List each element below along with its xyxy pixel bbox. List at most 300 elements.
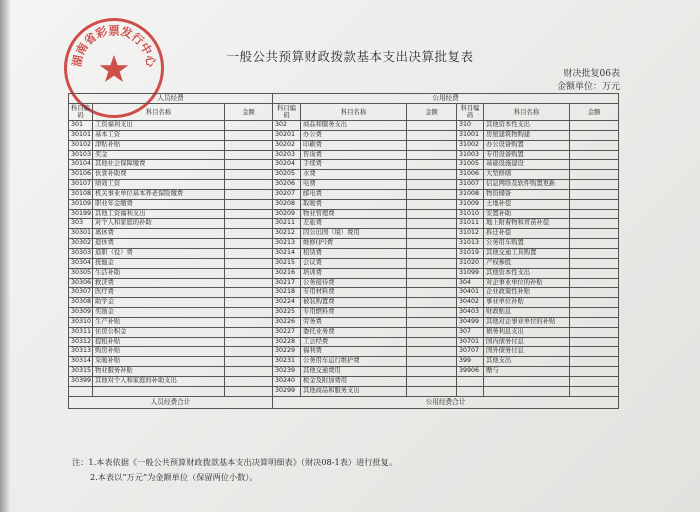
item-name: 水费 [301,170,407,180]
item-name: 奖金 [93,150,225,160]
table-row [69,357,619,367]
item-name: 其他资本性支出 [484,121,570,131]
item-name: 其他工资福利支出 [93,209,225,219]
item-code: 31001 [457,130,484,140]
item-name [484,376,570,386]
item-amount [570,140,619,150]
item-amount [407,239,457,249]
item-name: 专用设备购置 [484,150,570,160]
item-code: 30106 [69,170,93,180]
table-row [69,219,619,229]
item-name: 差旅费 [301,219,407,229]
item-amount [570,317,619,327]
item-name: 商品和服务支出 [301,121,407,131]
item-name: 因公出国（境）费用 [301,229,407,239]
note-1: 注：1.本表依据《一般公共预算财政拨款基本支出决算明细表》（财决08-1表）进行批复。 [72,457,398,467]
item-code: 31002 [457,140,484,150]
item-amount [407,278,457,288]
item-amount [225,140,273,150]
item-code: 30312 [69,337,93,347]
item-amount [570,298,619,308]
item-amount [225,298,273,308]
item-code: 30202 [273,140,301,150]
item-amount [570,170,619,180]
svg-text:湖南省彩票发行中心: 湖南省彩票发行中心 [69,23,159,68]
total-row [69,396,619,408]
table-row [69,180,619,190]
item-name: 工会经费 [301,337,407,347]
item-name: 办公设备购置 [484,140,570,150]
item-name: 租赁费 [301,248,407,258]
item-name: 职业年金缴费 [93,199,225,209]
item-code: 304 [457,278,484,288]
item-amount [407,130,457,140]
item-code: 30399 [69,376,93,386]
item-amount [570,209,619,219]
notes [72,455,397,485]
item-code [457,386,484,396]
item-amount [570,248,619,258]
item-amount [225,347,273,357]
item-amount [570,229,619,239]
table-row [69,327,619,337]
item-code: 30299 [273,386,301,396]
item-name [484,386,570,396]
item-name: 抚恤金 [93,258,225,268]
table-row [69,386,619,396]
note-2: 2.本表以“万元”为金额单位（保留两位小数）。 [90,472,258,482]
table-row [69,367,619,377]
item-code: 310 [457,121,484,131]
item-amount [407,121,457,131]
item-name: 产权参股 [484,258,570,268]
item-code: 31099 [457,268,484,278]
item-name: 基础设施建设 [484,160,570,170]
item-code: 30107 [69,180,93,190]
item-name: 维修(护)费 [301,239,407,249]
item-name: 债务利息支出 [484,327,570,337]
col-code: 科目编码 [273,104,301,121]
table-row [69,268,619,278]
item-code: 30303 [69,248,93,258]
item-code: 30224 [273,298,301,308]
item-name: 物资储备 [484,189,570,199]
item-amount [570,219,619,229]
item-amount [407,357,457,367]
item-amount [570,199,619,209]
item-name: 绩效工资 [93,180,225,190]
item-name: 国内债务付息 [484,337,570,347]
item-amount [407,140,457,150]
item-name: 伙食补助费 [93,170,225,180]
item-name: 其他交通工具购置 [484,248,570,258]
item-amount [225,367,273,377]
item-code: 30239 [273,367,301,377]
item-code: 30208 [273,199,301,209]
item-amount [570,376,619,386]
item-code: 399 [457,357,484,367]
item-name: 印刷费 [301,140,407,150]
item-name: 奖励金 [93,308,225,318]
item-name: 住房公积金 [93,327,225,337]
item-amount [570,130,619,140]
item-amount [570,121,619,131]
item-code: 30217 [273,278,301,288]
item-name: 生活补助 [93,268,225,278]
item-name: 提租补贴 [93,337,225,347]
table-row [69,376,619,386]
item-name: 福利费 [301,347,407,357]
item-code: 30499 [457,317,484,327]
item-code: 307 [457,327,484,337]
item-name: 财政贴息 [484,308,570,318]
item-code: 31009 [457,199,484,209]
item-code: 31011 [457,219,484,229]
item-code: 30227 [273,327,301,337]
table-row [69,189,619,199]
personnel-group-header: 人员经费 [69,94,273,104]
item-amount [225,189,273,199]
item-code: 30309 [69,308,93,318]
item-code: 30108 [69,189,93,199]
item-amount [225,308,273,318]
item-code: 30104 [69,160,93,170]
item-name: 公务用车运行维护费 [301,357,407,367]
group-header-row [69,94,619,104]
table-row [69,130,619,140]
item-name: 邮电费 [301,189,407,199]
item-amount [407,376,457,386]
item-amount [407,347,457,357]
item-amount [407,170,457,180]
item-name: 专用燃料费 [301,308,407,318]
item-code: 30226 [273,317,301,327]
item-amount [407,367,457,377]
item-name: 地上附着物和青苗补偿 [484,219,570,229]
item-code: 30311 [69,327,93,337]
item-name: 土地补偿 [484,199,570,209]
item-code: 30218 [273,288,301,298]
table-row [69,317,619,327]
item-amount [407,337,457,347]
item-amount [407,298,457,308]
table-row [69,308,619,318]
item-name: 基本工资 [93,130,225,140]
table-row [69,121,619,131]
item-amount [407,229,457,239]
item-code: 31008 [457,189,484,199]
item-amount [570,258,619,268]
item-code: 30229 [273,347,301,357]
item-code: 30102 [69,140,93,150]
item-amount [570,180,619,190]
column-header-row [69,104,619,121]
item-amount [225,229,273,239]
item-amount [570,268,619,278]
item-name: 医疗费 [93,288,225,298]
item-name: 赠与 [484,367,570,377]
item-name: 其他资本性支出 [484,268,570,278]
item-amount [225,219,273,229]
page-title: 一般公共预算财政拨款基本支出决算批复表 [226,49,474,64]
item-name: 机关事业单位基本养老保险缴费 [93,189,225,199]
item-amount [570,386,619,396]
item-code: 30310 [69,317,93,327]
amount-unit: 金额单位：万元 [556,82,620,92]
item-amount [225,180,273,190]
item-name: 工资福利支出 [93,121,225,131]
item-name: 国外债务付息 [484,347,570,357]
table-row [69,140,619,150]
item-amount [407,150,457,160]
item-code: 30308 [69,298,93,308]
table-row [69,347,619,357]
col-amount: 金额 [407,104,457,121]
item-name: 采暖补贴 [93,357,225,367]
item-name: 对个人和家庭的补助 [93,219,225,229]
item-code: 30225 [273,308,301,318]
item-name: 对企事业单位的补贴 [484,278,570,288]
item-name: 其他商品和服务支出 [301,386,407,396]
item-name: 生产补贴 [93,317,225,327]
item-code: 30313 [69,347,93,357]
table-row [69,248,619,258]
item-name: 办公费 [301,130,407,140]
item-name: 其他对个人和家庭的补助支出 [93,376,225,386]
item-amount [225,248,273,258]
item-amount [570,239,619,249]
item-amount [225,337,273,347]
item-code [457,376,484,386]
item-name: 劳务费 [301,317,407,327]
item-code: 30103 [69,150,93,160]
item-name: 咨询费 [301,150,407,160]
table-row [69,160,619,170]
item-amount [570,327,619,337]
item-amount [407,386,457,396]
table-row [69,258,619,268]
table-row [69,337,619,347]
item-amount [225,160,273,170]
col-amount: 金额 [225,104,273,121]
table-row [69,239,619,249]
item-code: 30213 [273,239,301,249]
item-name: 物业管理费 [301,209,407,219]
item-name: 公务接待费 [301,278,407,288]
item-code: 31003 [457,150,484,160]
item-code: 303 [69,219,93,229]
item-code: 30211 [273,219,301,229]
item-code: 30205 [273,170,301,180]
item-code: 30306 [69,278,93,288]
item-code: 30203 [273,150,301,160]
item-amount [407,317,457,327]
item-code: 30707 [457,347,484,357]
item-amount [570,189,619,199]
item-name: 离休费 [93,229,225,239]
item-amount [225,170,273,180]
item-code: 31007 [457,180,484,190]
item-amount [225,288,273,298]
item-code: 31012 [457,229,484,239]
item-amount [407,209,457,219]
item-code: 30228 [273,337,301,347]
item-name: 委托业务费 [301,327,407,337]
item-name: 公务用车购置 [484,239,570,249]
item-amount [570,357,619,367]
item-name: 培训费 [301,268,407,278]
item-name: 安置补助 [484,209,570,219]
item-amount [570,367,619,377]
table-row [69,278,619,288]
item-amount [570,288,619,298]
item-amount [407,258,457,268]
item-amount [225,386,273,396]
item-name: 其他对企事业单位的补贴 [484,317,570,327]
item-amount [225,121,273,131]
item-amount [225,376,273,386]
item-name: 拆迁补偿 [484,229,570,239]
item-code: 30314 [69,357,93,367]
item-amount [407,268,457,278]
expenditure-table [68,93,619,409]
item-amount [225,317,273,327]
table-row [69,288,619,298]
item-code: 30701 [457,337,484,347]
item-code: 30304 [69,258,93,268]
item-code [69,386,93,396]
item-code: 30207 [273,189,301,199]
item-name: 助学金 [93,298,225,308]
item-name: 会议费 [301,258,407,268]
item-code: 302 [273,121,301,131]
item-amount [570,278,619,288]
item-amount [570,347,619,357]
personnel-total: 人员经费合计 [69,396,273,408]
item-code: 31005 [457,160,484,170]
item-name: 其他支出 [484,357,570,367]
item-amount [407,180,457,190]
item-name: 被装购置费 [301,298,407,308]
item-name: 手续费 [301,160,407,170]
col-code: 科目编码 [69,104,93,121]
item-amount [570,150,619,160]
item-name: 专用材料费 [301,288,407,298]
item-amount [407,327,457,337]
item-name: 企业政策性补贴 [484,288,570,298]
item-name: 税金及附加费用 [301,376,407,386]
item-code: 31013 [457,239,484,249]
item-amount [225,268,273,278]
item-code: 30301 [69,229,93,239]
col-amount: 金额 [570,104,619,121]
item-code: 31020 [457,258,484,268]
item-amount [407,189,457,199]
item-code: 30302 [69,239,93,249]
item-amount [225,130,273,140]
item-name: 取暖费 [301,199,407,209]
item-code: 30214 [273,248,301,258]
item-amount [570,160,619,170]
item-code: 31006 [457,170,484,180]
item-name: 物业服务补贴 [93,367,225,377]
table-row [69,170,619,180]
item-code: 30206 [273,180,301,190]
item-amount [407,219,457,229]
item-code: 30401 [457,288,484,298]
item-code: 30307 [69,288,93,298]
item-code: 30315 [69,367,93,377]
item-amount [225,150,273,160]
item-amount [225,357,273,367]
item-code: 30201 [273,130,301,140]
item-amount [225,199,273,209]
col-code: 科目编码 [457,104,484,121]
item-amount [407,199,457,209]
item-code: 301 [69,121,93,131]
item-name: 事业单位补贴 [484,298,570,308]
public-group-header: 公用经费 [273,94,619,104]
table-row [69,150,619,160]
item-code: 30231 [273,357,301,367]
item-name: 电费 [301,180,407,190]
table-row [69,298,619,308]
item-amount [407,160,457,170]
item-code: 30204 [273,160,301,170]
item-code: 30101 [69,130,93,140]
item-code: 30216 [273,268,301,278]
item-name: 退休费 [93,239,225,249]
item-code: 31010 [457,209,484,219]
table-row [69,209,619,219]
item-name: 大型修缮 [484,170,570,180]
item-name [93,386,225,396]
item-code: 39906 [457,367,484,377]
item-code: 31019 [457,248,484,258]
item-code: 30212 [273,229,301,239]
item-code: 30199 [69,209,93,219]
form-code: 财决批复06表 [563,69,620,79]
item-amount [225,239,273,249]
item-amount [225,327,273,337]
table-row [69,199,619,209]
item-amount [407,288,457,298]
item-code: 30215 [273,258,301,268]
item-name: 救济费 [93,278,225,288]
item-name: 津贴补贴 [93,140,225,150]
item-code: 30305 [69,268,93,278]
item-code: 30240 [273,376,301,386]
item-amount [570,337,619,347]
page-shadow [0,0,10,512]
item-name: 其他社会保障缴费 [93,160,225,170]
item-amount [570,308,619,318]
item-amount [225,258,273,268]
item-code: 30402 [457,298,484,308]
public-total: 公用经费合计 [273,396,619,408]
table-row [69,229,619,239]
col-name: 科目名称 [301,104,407,121]
item-code: 30209 [273,209,301,219]
item-code: 30403 [457,308,484,318]
item-amount [225,209,273,219]
item-code: 30109 [69,199,93,209]
item-amount [225,278,273,288]
col-name: 科目名称 [484,104,570,121]
item-name: 其他交通费用 [301,367,407,377]
item-name: 房屋建筑物购建 [484,130,570,140]
item-name: 购房补贴 [93,347,225,357]
